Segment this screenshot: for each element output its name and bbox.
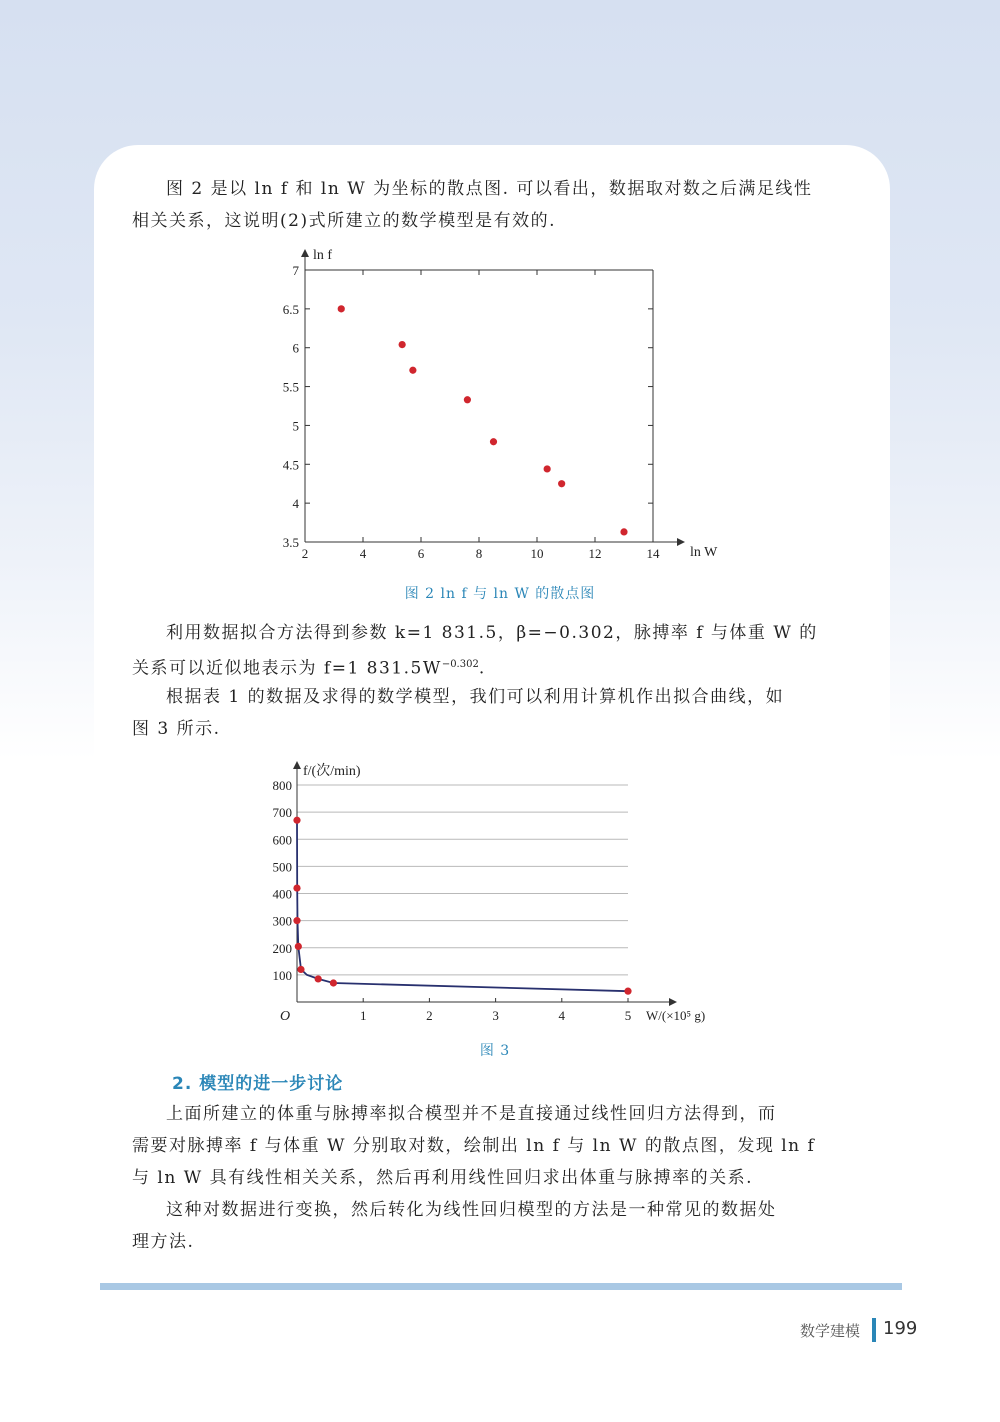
data-point (297, 966, 304, 973)
origin-label: O (279, 1009, 291, 1024)
x-tick-label: 8 (475, 546, 483, 561)
y-tick-label: 600 (272, 832, 292, 848)
y-tick-label: 4 (292, 496, 299, 512)
x-axis-arrow (677, 538, 685, 546)
section-title: 2. 模型的进一步讨论 (172, 1074, 344, 1094)
x-tick-label: 2 (426, 1008, 433, 1023)
y-axis-arrow (301, 249, 309, 257)
fit-paragraph (132, 617, 860, 685)
footer-section-label: 数学建模 (800, 1322, 861, 1340)
section-p1-line-1: 上面所建立的体重与脉搏率拟合模型并不是直接通过线性回归方法得到，而 (166, 1104, 777, 1124)
data-point (295, 943, 302, 950)
bottom-divider (100, 1283, 902, 1290)
y-tick-label: 5 (292, 418, 299, 434)
figure-3-line-chart (240, 755, 740, 1035)
y-tick-label: 7 (292, 263, 299, 278)
fit-line-2 (98, 649, 486, 685)
figure-2-scatter-chart (270, 245, 720, 575)
data-point (490, 438, 497, 445)
y-axis-arrow (293, 761, 301, 769)
intro-line-2: 相关关系，这说明(2)式所建立的数学模型是有效的. (132, 211, 556, 231)
data-point (399, 341, 406, 348)
data-point (293, 817, 300, 824)
data-point (620, 528, 627, 535)
data-point (558, 480, 565, 487)
x-tick-label: 5 (624, 1008, 632, 1023)
y-tick-label: 200 (272, 940, 292, 956)
x-tick-label: 10 (530, 546, 544, 561)
data-point (330, 979, 337, 986)
data-point (315, 975, 322, 982)
fitted-curve (297, 820, 628, 991)
y-tick-label: 300 (272, 913, 292, 929)
y-tick-label: 700 (272, 805, 292, 821)
fit-line-1: 利用数据拟合方法得到参数 k=1 831.5，β=−0.302，脉搏率 f 与体重 W 的 (166, 623, 818, 643)
fit-exponent: −0.302 (441, 659, 479, 670)
section-p2-line-2: 理方法. (132, 1232, 195, 1252)
table-ref-line-1: 根据表 1 的数据及求得的数学模型，我们可以利用计算机作出拟合曲线，如 (166, 687, 785, 707)
table-ref-paragraph (132, 681, 860, 745)
y-tick-label: 6 (292, 340, 299, 356)
data-point (293, 917, 300, 924)
section-p1-line-2: 需要对脉搏率 f 与体重 W 分别取对数，绘制出 ln f 与 ln W 的散点图，发现 ln f (132, 1136, 816, 1156)
x-tick-label: 14 (646, 546, 660, 561)
data-point (293, 884, 300, 891)
y-tick-label: 4.5 (282, 457, 299, 473)
y-tick-label: 6.5 (282, 301, 299, 317)
x-tick-label: 4 (359, 546, 367, 561)
data-point (464, 396, 471, 403)
x-tick-label: 12 (588, 546, 602, 561)
y-tick-label: 100 (272, 967, 292, 983)
x-tick-label: 4 (558, 1008, 566, 1023)
x-axis-label: W/(×10⁵ g) (646, 1008, 706, 1023)
data-point (544, 465, 551, 472)
data-point (409, 367, 416, 374)
x-tick-label: 6 (417, 546, 425, 561)
section-p1-line-3: 与 ln W 具有线性相关关系，然后再利用线性回归求出体重与脉搏率的关系. (132, 1168, 753, 1188)
y-axis-label: f/(次/min) (303, 764, 361, 779)
footer-accent-bar (872, 1318, 876, 1342)
x-axis-arrow (669, 998, 677, 1006)
y-tick-label: 400 (272, 886, 292, 902)
y-tick-label: 5.5 (282, 379, 299, 395)
figure-2-caption: 图 2 ln f 与 ln W 的散点图 (404, 586, 596, 602)
page-number: 199 (883, 1318, 918, 1339)
section-paragraph-2 (132, 1194, 860, 1258)
intro-line-1: 图 2 是以 ln f 和 ln W 为坐标的散点图. 可以看出，数据取对数之后满足线性 (166, 179, 813, 199)
data-point (624, 988, 631, 995)
y-tick-label: 3.5 (282, 535, 299, 550)
x-tick-label: 2 (301, 546, 309, 561)
y-axis-label: ln f (313, 248, 333, 263)
x-tick-label: 1 (359, 1008, 367, 1023)
data-point (338, 305, 345, 312)
figure-3-caption: 图 3 (479, 1043, 511, 1059)
y-tick-label: 500 (272, 859, 292, 875)
fit-period: . (478, 658, 486, 679)
fit-formula: 关系可以近似地表示为 f=1 831.5W (132, 658, 442, 679)
section-paragraph-1 (132, 1098, 860, 1194)
y-tick-label: 800 (272, 778, 292, 793)
x-axis-label: ln W (690, 545, 718, 560)
table-ref-line-2: 图 3 所示. (132, 719, 221, 739)
section-p2-line-1: 这种对数据进行变换，然后转化为线性回归模型的方法是一种常见的数据处 (166, 1200, 777, 1220)
intro-paragraph (132, 173, 860, 237)
x-tick-label: 3 (492, 1008, 499, 1023)
